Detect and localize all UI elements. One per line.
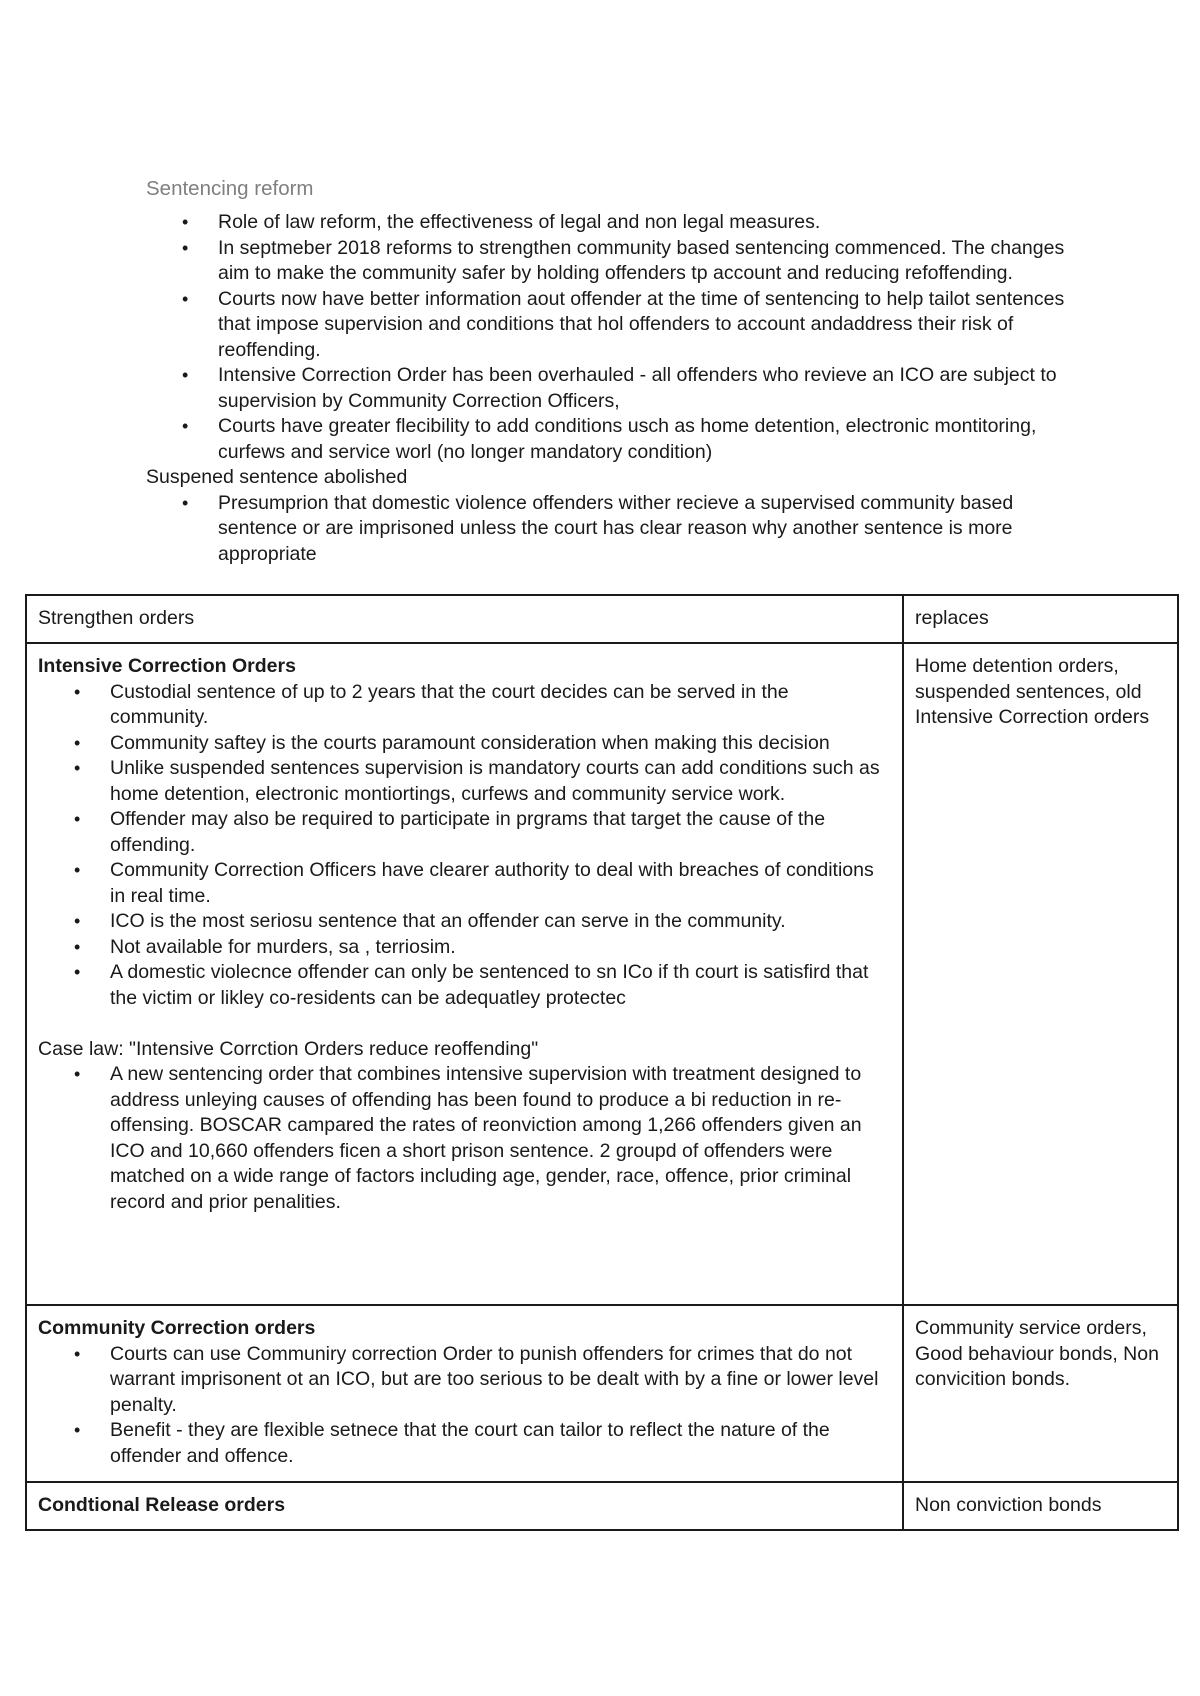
- suspended-heading: Suspened sentence abolished: [146, 466, 408, 488]
- ico-details-cell: [26, 643, 903, 1305]
- header-cell-replaces: replaces: [903, 595, 1178, 643]
- cro-replaces-cell: Non conviction bonds: [903, 1482, 1178, 1530]
- table-header-row: [26, 595, 1178, 643]
- ico-bullet: • Offender may also be required to participate in prgrams that target the cause of the offending.: [38, 807, 891, 858]
- case-law-bullet-list: [38, 1062, 891, 1215]
- orders-table: [25, 594, 1179, 1531]
- suspended-bullet: • Presumprion that domestic violence offenders wither recieve a supervised community based sentence or are imprisoned unless the court has clear reason why another sentence is more appropriate: [146, 491, 1076, 568]
- document-title: Sentencing reform: [146, 177, 314, 200]
- intro-bullet: • Intensive Correction Order has been overhauled - all offenders who revieve an ICO are subject to supervision by Community Correction Officers,: [146, 363, 1076, 414]
- intro-bullet: • In septmeber 2018 reforms to strengthen community based sentencing commenced. The changes aim to make the community safer by holding offenders tp account and reducing refoffending.: [146, 236, 1076, 287]
- suspended-bullet-list: [146, 491, 1076, 568]
- case-law-heading: Case law: "Intensive Corrction Orders reduce reoffending": [38, 1037, 539, 1060]
- header-cell-strengthen-orders: Strengthen orders: [26, 595, 903, 643]
- cco-order-name: Community Correction orders: [38, 1317, 316, 1339]
- intro-section: [146, 210, 1076, 567]
- cco-bullet: • Benefit - they are flexible setnece that the court can tailor to reflect the nature of the offender and offence.: [38, 1418, 891, 1469]
- ico-bullet: • Community saftey is the courts paramount consideration when making this decision: [38, 731, 891, 757]
- cco-bullet: • Courts can use Communiry correction Order to punish offenders for crimes that do not warrant imprisonent ot an ICO, but are too serious to be dealt with by a fine or lower level penalty.: [38, 1342, 891, 1419]
- ico-order-name: Intensive Correction Orders: [38, 655, 296, 677]
- intro-bullet: • Role of law reform, the effectiveness of legal and non legal measures.: [146, 210, 1076, 236]
- cro-order-name: Condtional Release orders: [38, 1494, 286, 1516]
- intro-bullet: • Courts have greater flecibility to add conditions usch as home detention, electronic montitoring, curfews and service worl (no longer mandatory condition): [146, 414, 1076, 465]
- intro-bullet: • Courts now have better information aout offender at the time of sentencing to help tailot sentences that impose supervision and conditions that hol offenders to account andaddress their risk of reoffending.: [146, 287, 1076, 364]
- ico-bullet: • Custodial sentence of up to 2 years that the court decides can be served in the community.: [38, 680, 891, 731]
- spacer: [38, 1011, 891, 1037]
- cco-details-cell: [26, 1305, 903, 1482]
- ico-bullet: • A domestic violecnce offender can only be sentenced to sn ICo if th court is satisfird that the victim or likley co-residents can be adequatley protectec: [38, 960, 891, 1011]
- ico-replaces-cell: Home detention orders, suspended sentences, old Intensive Correction orders: [903, 643, 1178, 1305]
- table-row-ico: [26, 643, 1178, 1305]
- cco-replaces-cell: Community service orders, Good behaviour bonds, Non convicition bonds.: [903, 1305, 1178, 1482]
- table-row-cro: [26, 1482, 1178, 1530]
- ico-bullet: • Community Correction Officers have clearer authority to deal with breaches of conditions in real time.: [38, 858, 891, 909]
- ico-bullet: • ICO is the most seriosu sentence that an offender can serve in the community.: [38, 909, 891, 935]
- ico-bullet-list: [38, 680, 891, 1012]
- cco-bullet-list: [38, 1342, 891, 1470]
- intro-bullet-list: [146, 210, 1076, 465]
- table-row-cco: [26, 1305, 1178, 1482]
- cro-details-cell: [26, 1482, 903, 1530]
- ico-bullet: • Unlike suspended sentences supervision is mandatory courts can add conditions such as home detention, electronic montiortings, curfews and community service work.: [38, 756, 891, 807]
- ico-bullet: • Not available for murders, sa , terriosim.: [38, 935, 891, 961]
- case-law-bullet: • A new sentencing order that combines intensive supervision with treatment designed to address unleying causes of offending has been found to produce a bi reduction in re-offensing. BOSCAR campared the rates of reonviction among 1,266 offenders given an ICO and 10,660 offenders ficen a short prison sentence. 2 groupd of offenders were matched on a wide range of factors including age, gender, race, offence, prior criminal record and prior penalities.: [38, 1062, 891, 1215]
